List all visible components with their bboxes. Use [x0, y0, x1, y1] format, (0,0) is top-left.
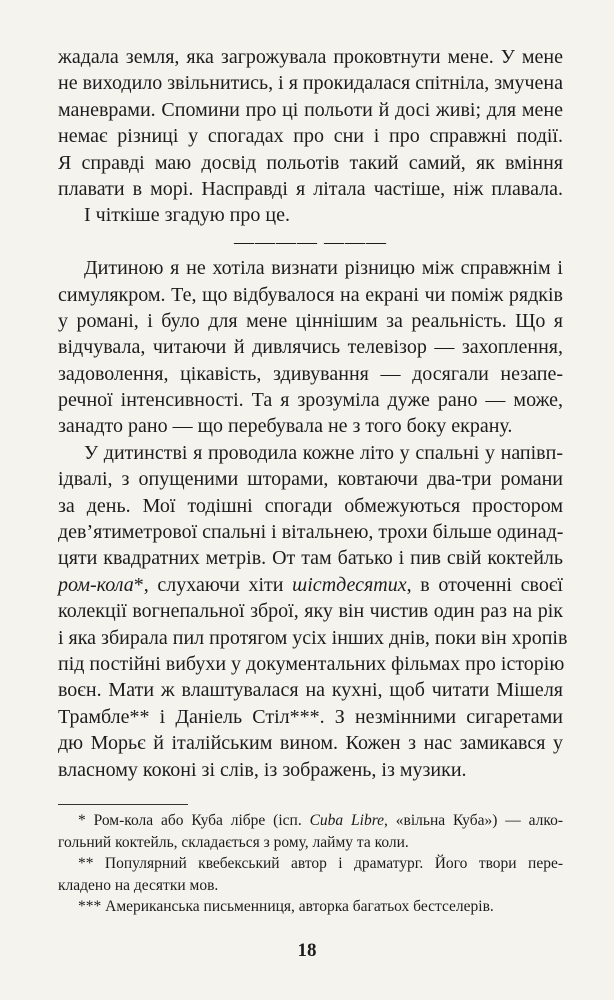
italic-term: шістдесятих [292, 573, 407, 596]
text-line: не виходило звільнитись, і я прокидалася спітніла, змучена [58, 72, 563, 95]
text-line: жадала земля, яка загрожувала проковтнути мене. У мене [58, 46, 563, 68]
text-line: Трамбле** і Даніель Стіл***. З незмінними сигаретами [58, 705, 563, 728]
text-span: *, слухаючи хіти [133, 573, 293, 596]
text-line: Я справді маю досвід польотів такий самий, як вміння [58, 151, 563, 174]
footnote-line: гольний коктейль, складається з рому, лайму та коли. [58, 833, 409, 851]
text-line: колекції вогнепальної зброї, яку він чистив один раз на рік [58, 600, 563, 623]
text-line: немає різниці у спогадах про сни і про справжні події. [58, 125, 563, 148]
text-line: воєн. Мати ж влаштувалася на кухні, щоб читати Мішеля [58, 679, 563, 702]
text-line: власному коконі зі слів, із зображень, із музики. [58, 758, 467, 781]
text-line: Дитиною я не хотіла визнати різницю між справжнім і [84, 257, 563, 280]
text-line: маневрами. Спомини про ці польоти й досі живі; для мене [58, 98, 563, 121]
text-line: ідвалі, з опущеними шторами, ковтаючи два-три романи [58, 468, 563, 491]
text-line: речної інтенсивності. Та я зрозуміла дуже рано — може, [58, 389, 563, 412]
main-text [58, 44, 568, 783]
text-line: у романі, і було для мене ціннішим за реальність. Що я [58, 309, 563, 332]
text-line: І чіткіше згадую про це. [84, 204, 290, 227]
text-line: У дитинстві я проводила кожне літо у спальні у напівп- [84, 441, 563, 464]
paragraph-3 [58, 440, 568, 783]
text-span: , в оточенні своєї [406, 573, 563, 596]
text-line: симулякром. Те, що відбувалося на екрані чи поміж рядків [58, 283, 563, 306]
text-line: задоволення, цікавість, здивування — досягали незапе- [58, 362, 563, 385]
italic-term: Cuba Libre [309, 812, 385, 829]
footnote-line: кладено на десятки мов. [58, 876, 219, 894]
text-line: за день. Мої тодішні спогади обмежуються простором [58, 494, 563, 517]
section-separator: ———— ——— [234, 230, 387, 253]
text-line [58, 572, 563, 598]
footnote-line [58, 810, 563, 832]
text-line: плавати в морі. Насправді я літала частіше, ніж плавала. [58, 177, 563, 200]
text-line: цяти квадратних метрів. От там батько і пив свій коктейль [58, 547, 563, 570]
text-line: відчувала, читаючи й дивлячись телевізор — захоплення, [58, 336, 563, 359]
text-line: дю Морьє й італійським вином. Кожен з нас замикався у [58, 732, 563, 755]
italic-term: ром-кола [58, 573, 134, 596]
text-line: занадто рано — що перебувала не з того боку екрану. [58, 415, 513, 438]
footnote-line: *** Американська письменниця, авторка багатьох бестселерів. [78, 898, 494, 915]
text-line: і яка збирала пил протягом усіх інших днів, поки він хропів [58, 626, 568, 649]
text-line: дев’ятиметрової спальні і вітальнею, трохи більше одинад- [58, 521, 564, 544]
text-line: під постійні вибухи у документальних фільмах про історію [58, 652, 565, 675]
footnote-line: ** Популярний квебекський автор і драматург. Його твори пере- [78, 855, 563, 872]
text-span: , «вільна Куба») — алко- [384, 812, 564, 829]
footnotes [58, 810, 563, 918]
page-number: 18 [297, 940, 317, 961]
paragraph-2 [58, 255, 563, 440]
footnote-divider [58, 804, 188, 805]
paragraph-1 [58, 44, 563, 229]
text-span: * Ром-кола або Куба лібре (ісп. [78, 812, 310, 829]
